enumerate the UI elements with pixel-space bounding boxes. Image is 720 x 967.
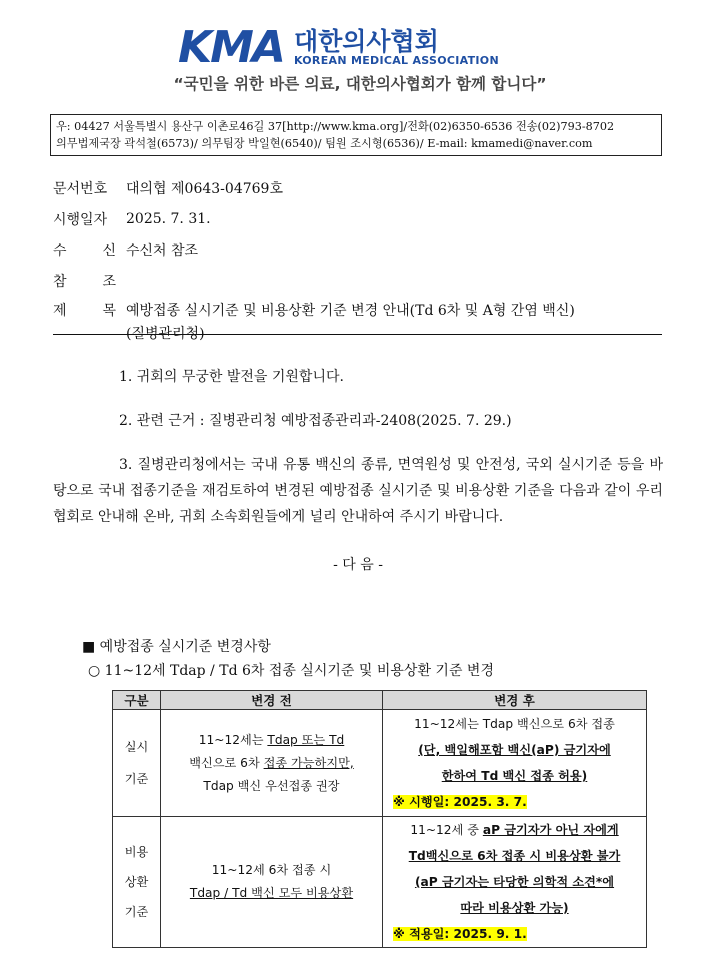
before-line-1: 11~12세 6차 접종 시	[211, 863, 332, 877]
document-body	[53, 364, 663, 600]
category-line: 실시	[124, 740, 149, 754]
category-line: 기준	[124, 905, 149, 919]
before-line-1	[161, 729, 382, 752]
contact-box	[50, 114, 662, 156]
kma-logo	[178, 22, 499, 73]
before-cell	[161, 817, 383, 948]
apply-date-highlight: ※ 적용일: 2025. 9. 1.	[393, 927, 527, 941]
paragraph-2: 2. 관련 근거 : 질병관리청 예방접종관리과-2408(2025. 7. 29.)	[119, 413, 512, 429]
letterhead	[0, 22, 720, 92]
header-divider	[53, 334, 662, 335]
category-line: 비용	[124, 845, 149, 859]
effective-date-highlight: ※ 시행일: 2025. 3. 7.	[393, 795, 527, 809]
table-row	[113, 710, 647, 817]
contact-line-address: 우: 04427 서울특별시 용산구 이촌로46길 37[http://www.kma.org]/전화(02)6350-6536 전송(02)793-8702	[56, 120, 615, 133]
after-line-2: (단, 백일해포함 백신(aP) 금기자에	[418, 743, 611, 757]
kma-logo-english: KOREAN MEDICAL ASSOCIATION	[293, 54, 499, 67]
subject-line-2: (질병관리청)	[126, 326, 205, 342]
before-text: 11~12세는	[198, 732, 268, 747]
kma-logo-text	[294, 29, 499, 67]
effective-date-note	[383, 789, 646, 815]
row-category	[113, 710, 161, 817]
reference-label-a: 참	[53, 273, 67, 290]
reference-row	[53, 265, 663, 296]
date-label: 시행일자	[53, 211, 108, 228]
recipient-label-b: 신	[102, 242, 116, 259]
issue-date: 2025. 7. 31.	[126, 210, 211, 227]
doc-number-row	[53, 172, 663, 203]
table-header: 변경 전	[161, 691, 383, 710]
slogan: “국민을 위한 바른 의료, 대한의사협회가 함께 합니다”	[173, 75, 547, 93]
row-category	[113, 817, 161, 948]
table-row	[113, 817, 647, 948]
before-cell	[161, 710, 383, 817]
after-emphasis: aP 금기자가 아닌 자에게	[482, 823, 619, 837]
table-header: 변경 후	[383, 691, 647, 710]
table-header-row	[113, 691, 647, 710]
reference-label-b: 조	[102, 273, 116, 290]
doc-number-label: 문서번호	[53, 180, 108, 197]
before-line-2: Tdap / Td 백신 모두 비용상환	[189, 886, 354, 900]
subject-line-1: 예방접종 실시기준 및 비용상환 기준 변경 안내(Td 6차 및 A형 간염 백신)	[126, 303, 575, 319]
after-line-4: 따라 비용상환 가능)	[460, 901, 569, 915]
after-line-3: 한하여 Td 백신 접종 허용)	[441, 769, 588, 783]
date-row	[53, 203, 663, 234]
reference-label	[53, 271, 126, 291]
subject	[126, 300, 663, 346]
before-underlined: Tdap 또는 Td	[267, 732, 345, 747]
section-heading: ■ 예방접종 실시기준 변경사항	[82, 639, 271, 655]
before-line-2	[161, 752, 382, 775]
recipient-row	[53, 234, 663, 265]
after-line-2: Td백신으로 6차 접종 시 비용상환 불가	[408, 849, 621, 863]
category-line: 기준	[124, 772, 149, 786]
after-cell	[383, 817, 647, 948]
subject-label	[53, 300, 126, 323]
document-meta	[53, 172, 663, 346]
category-line: 상환	[124, 875, 149, 889]
before-text: 백신으로 6차	[189, 755, 264, 770]
recipient: 수신처 참조	[126, 242, 199, 259]
subject-label-a: 제	[53, 303, 67, 319]
subject-row	[53, 300, 663, 346]
kma-logo-mark: KMA	[178, 22, 284, 73]
before-underlined: 접종 가능하지만,	[263, 755, 354, 770]
following-heading: - 다 음 -	[333, 557, 383, 573]
paragraph-3: 3. 질병관리청에서는 국내 유통 백신의 종류, 면역원성 및 안전성, 국외 실시기준 등을 바탕으로 국내 접종기준을 재검토하여 변경된 예방접종 실시기준 및 비용상환 기준을 다음과 같이 우리 협회로 안내해 온바, 귀회 소속회원들에게 널리 안내하여 주시기 바랍니다.	[53, 457, 663, 525]
kma-logo-korean: 대한의사협회	[293, 27, 439, 56]
recipient-label	[53, 240, 126, 260]
subject-label-b: 목	[102, 303, 116, 319]
after-line-1: 11~12세는 Tdap 백신으로 6차 접종	[414, 717, 615, 731]
after-line-3: (aP 금기자는 타당한 의학적 소견*에	[414, 875, 615, 889]
after-line-1	[383, 817, 646, 843]
subsection-heading: ○ 11~12세 Tdap / Td 6차 접종 실시기준 및 비용상환 기준 변경	[88, 663, 494, 679]
apply-date-note	[383, 921, 646, 947]
contact-line-staff: 의무법제국장 곽석철(6573)/ 의무팀장 박일현(6540)/ 팀원 조시형(6536)/ E-mail: kmamedi@naver.com	[56, 137, 593, 150]
after-cell	[383, 710, 647, 817]
change-table	[112, 690, 647, 948]
doc-number: 대의협 제0643-04769호	[126, 180, 283, 197]
paragraph-1: 1. 귀회의 무궁한 발전을 기원합니다.	[119, 369, 344, 385]
after-text: 11~12세 중	[410, 823, 483, 837]
table-header: 구분	[113, 691, 161, 710]
before-line-3: Tdap 백신 우선접종 권장	[203, 778, 340, 793]
recipient-label-a: 수	[53, 242, 67, 259]
